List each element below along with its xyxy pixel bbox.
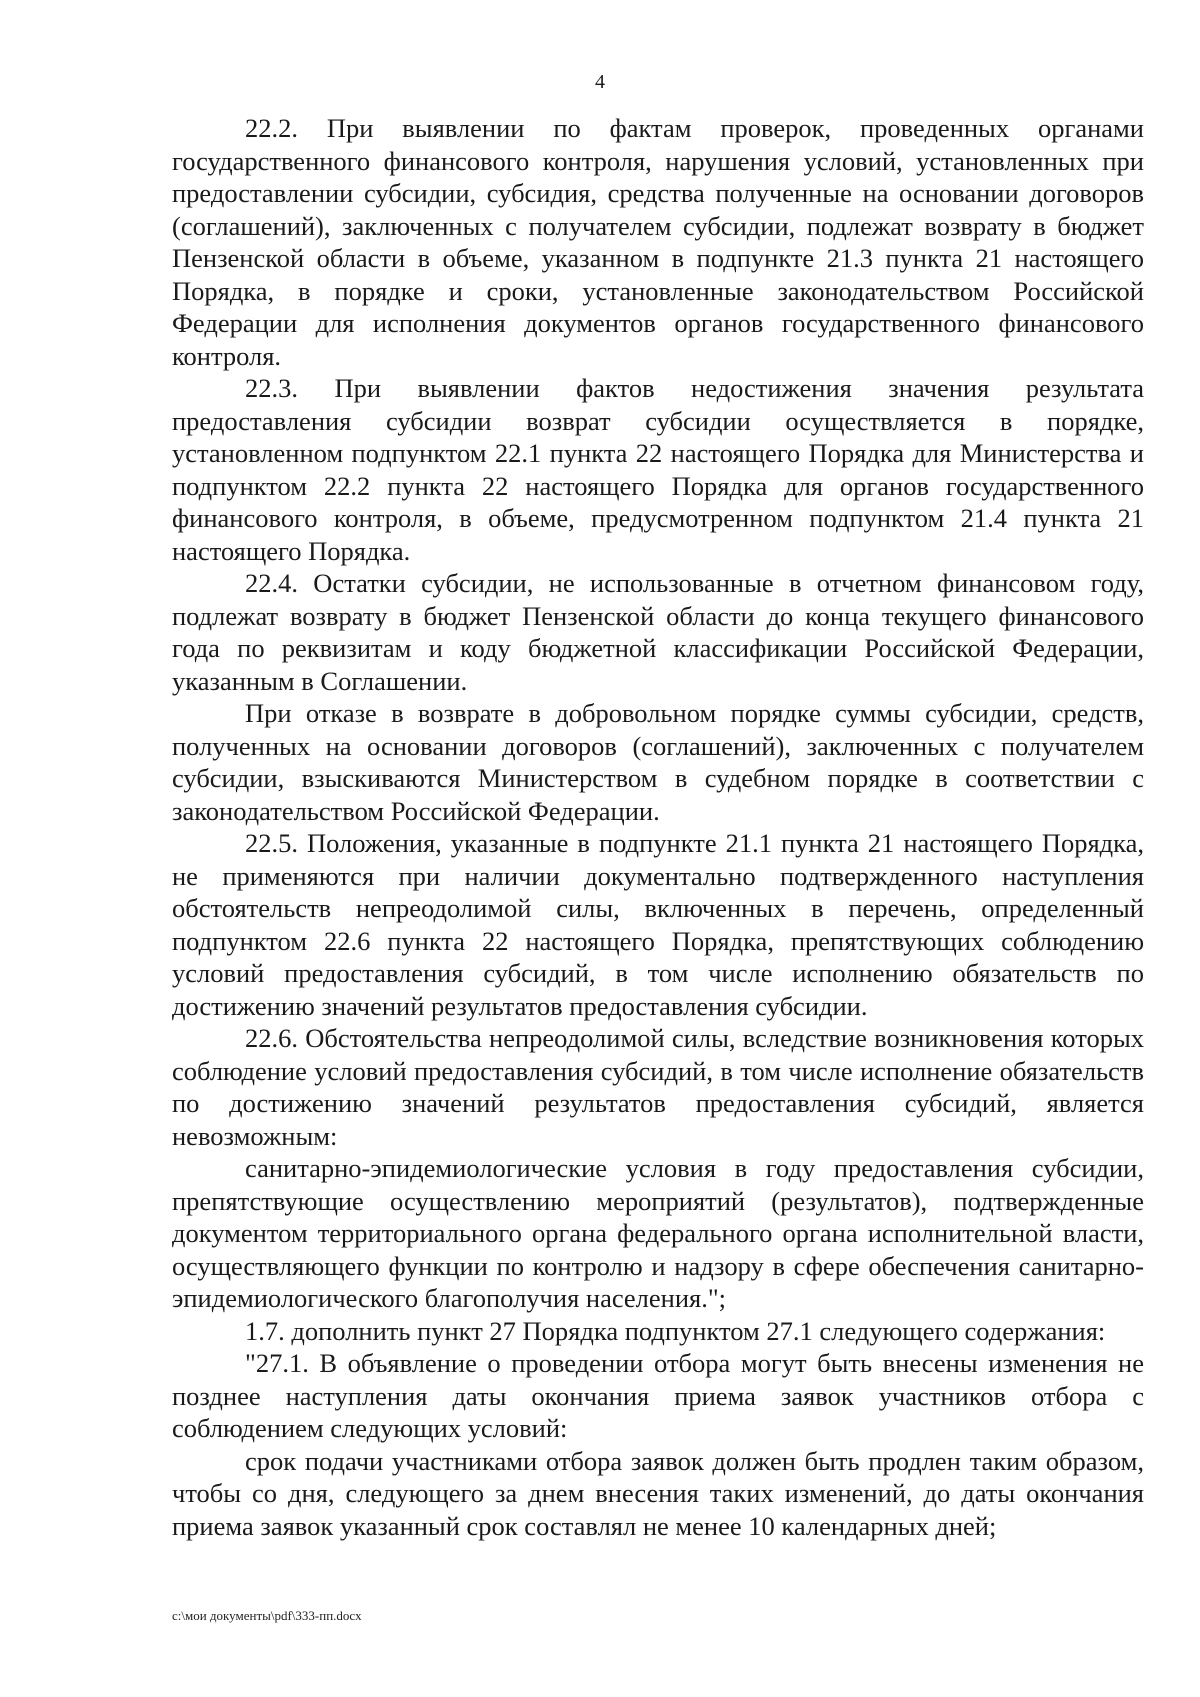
footer-file-path: c:\мои документы\pdf\333-пп.docx <box>172 1608 362 1623</box>
document-body <box>172 112 1144 1542</box>
paragraph-deadline-extension: срок подачи участниками отбора заявок должен быть продлен таким образом, чтобы со дня, следующего за днем внесения таких изменений, до даты окончания приема заявок указанный срок составлял не менее 10 календарных дней; <box>172 1445 1144 1541</box>
paragraph-22-2: 22.2. При выявлении по фактам проверок, проведенных органами государственного финансового контроля, нарушения условий, установленных при предоставлении субсидии, субсидия, средства полученные на основании договоров (соглашений), заключенных с получателем субсидии, подлежат возврату в бюджет Пензенской области в объеме, указанном в подпункте 21.3 пункта 21 настоящего Порядка, в порядке и сроки, установленные законодательством Российской Федерации для исполнения документов органов государственного финансового контроля. <box>172 113 1144 371</box>
paragraph-22-3: 22.3. При выявлении фактов недостижения значения результата предоставления субсидии возврат субсидии осуществляется в порядке, установленном подпунктом 22.1 пункта 22 настоящего Порядка для Министерства и подпунктом 22.2 пункта 22 настоящего Порядка для органов государственного финансового контроля, в объеме, предусмотренном подпунктом 21.4 пункта 21 настоящего Порядка. <box>172 373 1144 566</box>
paragraph-refusal-return: При отказе в возврате в добровольном порядке суммы субсидии, средств, полученных на основании договоров (соглашений), заключенных с получателем субсидии, взыскиваются Министерством в судебном порядке в соответствии с законодательством Российской Федерации. <box>172 698 1144 826</box>
page-number: 4 <box>595 71 605 93</box>
paragraph-1-7: 1.7. дополнить пункт 27 Порядка подпунктом 27.1 следующего содержания: <box>245 1315 1106 1346</box>
paragraph-22-6: 22.6. Обстоятельства непреодолимой силы, вследствие возникновения которых соблюдение условий предоставления субсидий, в том числе исполнение обязательств по достижению значений результатов предоставления субсидий, является невозможным: <box>172 1023 1144 1151</box>
paragraph-22-5: 22.5. Положения, указанные в подпункте 21.1 пункта 21 настоящего Порядка, не применяются при наличии документально подтвержденного наступления обстоятельств непреодолимой силы, включенных в перечень, определенный подпунктом 22.6 пункта 22 настоящего Порядка, препятствующих соблюдению условий предоставления субсидий, в том числе исполнению обязательств по достижению значений результатов предоставления субсидии. <box>172 828 1144 1021</box>
paragraph-27-1: "27.1. В объявление о проведении отбора могут быть внесены изменения не позднее наступления даты окончания приема заявок участников отбора с соблюдением следующих условий: <box>172 1348 1144 1443</box>
paragraph-22-4: 22.4. Остатки субсидии, не использованные в отчетном финансовом году, подлежат возврату в бюджет Пензенской области до конца текущего финансового года по реквизитам и коду бюджетной классификации Российской Федерации, указанным в Соглашении. <box>172 568 1144 696</box>
paragraph-sanitary-conditions: санитарно-эпидемиологические условия в году предоставления субсидии, препятствующие осуществлению мероприятий (результатов), подтвержденные документом территориального органа федерального органа исполнительной власти, осуществляющего функции по контролю и надзору в сфере обеспечения санитарно-эпидемиологического благополучия населения."; <box>172 1153 1144 1313</box>
